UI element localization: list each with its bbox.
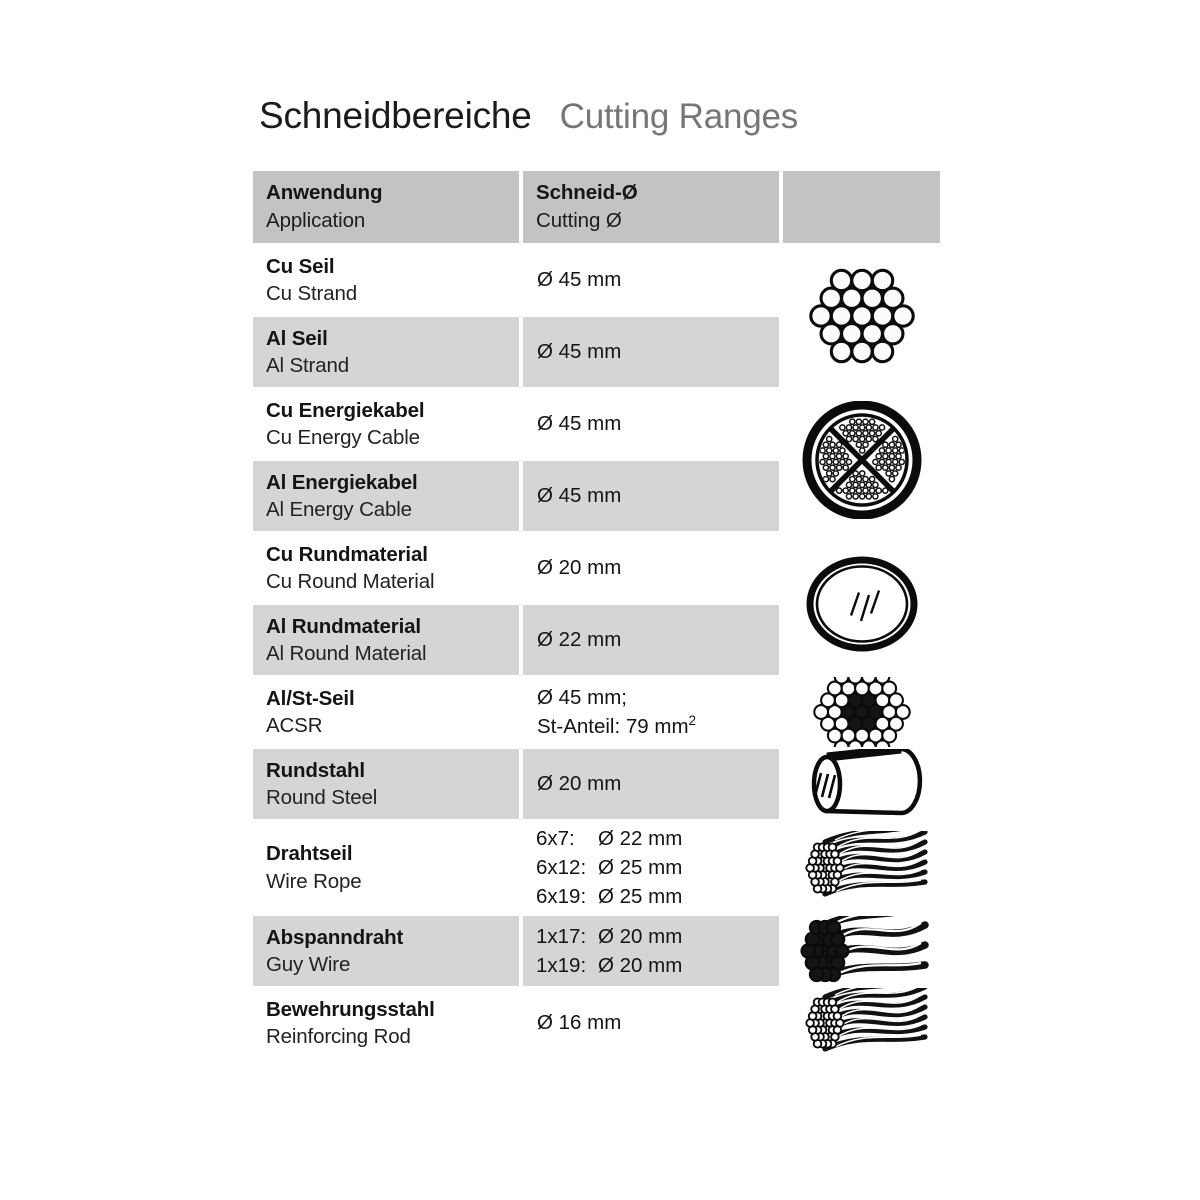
application-label-de: Al Seil	[266, 326, 328, 350]
cutting-diameter-measure: Ø 22 mm	[598, 826, 683, 850]
cutting-diameter-value	[536, 265, 771, 294]
application-label-en: Al Round Material	[266, 642, 427, 665]
cutting-diameter-measure: Ø 45 mm	[537, 340, 622, 364]
cutting-diameter-value	[536, 337, 771, 366]
cell-cutting-diameter	[523, 605, 779, 675]
application-label-en: Round Steel	[266, 786, 378, 809]
application-label-en: Reinforcing Rod	[266, 1025, 411, 1048]
cutting-diameter-value	[536, 824, 771, 853]
application-label-de: Abspanndraht	[266, 925, 404, 949]
cutting-diameter-measure: St-Anteil: 79 $mm^2$	[537, 713, 697, 738]
application-label-de: Al/St-Seil	[266, 686, 355, 710]
application-label-en: Al Energy Cable	[266, 498, 412, 521]
application-label-en: Wire Rope	[266, 869, 362, 893]
cell-application	[253, 749, 519, 819]
cell-cutting-diameter	[523, 461, 779, 531]
application-label-en: Cu Strand	[266, 282, 357, 305]
cell-illustration	[783, 533, 940, 675]
wire-rope-6x19-icon	[795, 831, 929, 905]
cell-illustration	[783, 749, 940, 819]
page-title	[259, 95, 798, 137]
cutting-diameter-construction: 1x19:	[536, 954, 587, 977]
application-label-de: Al Energiekabel	[266, 470, 418, 494]
cutting-diameter-measure: Ø 22 mm	[537, 628, 622, 652]
cell-application	[253, 821, 519, 914]
application-label-de: Al Rundmaterial	[266, 614, 421, 638]
cell-illustration	[783, 389, 940, 531]
application-label-en: Guy Wire	[266, 953, 351, 976]
cell-application	[253, 461, 519, 531]
application-label-en: ACSR	[266, 714, 323, 737]
cutting-diameter-measure: Ø 20 mm	[598, 924, 683, 948]
cutting-diameter-value	[536, 853, 771, 882]
header-cutting-en: Cutting Ø	[536, 209, 622, 232]
cell-cutting-diameter	[523, 389, 779, 459]
acsr-steel-core-strand-icon	[803, 677, 921, 747]
cutting-diameter-measure: Ø 25 mm	[598, 855, 683, 879]
cutting-diameter-value	[536, 951, 771, 980]
application-label-en: Cu Energy Cable	[266, 426, 420, 449]
application-label-de: Cu Seil	[266, 254, 335, 278]
cell-application	[253, 605, 519, 675]
cell-application	[253, 533, 519, 603]
cell-illustration	[783, 821, 940, 914]
cell-cutting-diameter	[523, 317, 779, 387]
cutting-diameter-construction: 6x12:	[536, 855, 587, 879]
guy-wire-1x19-icon	[795, 916, 929, 986]
cutting-diameter-value	[536, 712, 771, 741]
header-application-de: Anwendung	[266, 181, 383, 205]
sector-energy-cable-icon	[800, 401, 924, 519]
cell-cutting-diameter	[523, 533, 779, 603]
cutting-diameter-measure: Ø 25 mm	[598, 885, 683, 909]
application-label-en: Al Strand	[266, 354, 349, 377]
cell-illustration	[783, 988, 940, 1058]
cell-application	[253, 677, 519, 747]
cutting-diameter-construction: 6x7:	[536, 826, 575, 850]
cutting-ranges-table	[253, 171, 940, 1058]
cell-illustration	[783, 916, 940, 986]
cutting-diameter-value	[536, 409, 771, 438]
cell-cutting-diameter	[523, 245, 779, 315]
cutting-diameter-construction: 6x19:	[536, 885, 587, 909]
cell-illustration	[783, 677, 940, 747]
cutting-diameter-measure: Ø 20 mm	[537, 772, 622, 796]
cell-application	[253, 389, 519, 459]
cutting-diameter-measure: Ø 20 mm	[537, 556, 622, 580]
cutting-diameter-measure: Ø 45 mm;	[537, 685, 627, 709]
cutting-diameter-construction: 1x17:	[536, 924, 587, 948]
cutting-diameter-measure: Ø 45 mm	[537, 268, 622, 292]
cell-cutting-diameter	[523, 916, 779, 986]
application-label-de: Drahtseil	[266, 842, 353, 866]
cutting-diameter-value	[536, 922, 771, 951]
cell-application	[253, 245, 519, 315]
cell-cutting-diameter	[523, 749, 779, 819]
table-header-row	[253, 171, 940, 243]
cutting-diameter-value	[536, 769, 771, 798]
header-cell-illustration	[783, 171, 940, 243]
cutting-diameter-value	[536, 1008, 771, 1037]
cutting-diameter-measure: Ø 16 mm	[537, 1011, 622, 1035]
header-application-en: Application	[266, 209, 366, 232]
header-cutting-de: Schneid-Ø	[536, 181, 638, 205]
cutting-diameter-measure: Ø 45 mm	[537, 412, 622, 436]
cell-cutting-diameter	[523, 821, 779, 914]
cell-illustration	[783, 245, 940, 387]
application-label-de: Rundstahl	[266, 758, 365, 782]
cell-cutting-diameter	[523, 988, 779, 1058]
page-title-en: Cutting Ranges	[559, 97, 799, 136]
application-label-de: Cu Energiekabel	[266, 398, 425, 422]
cell-cutting-diameter	[523, 677, 779, 747]
cutting-diameter-measure: Ø 45 mm	[537, 484, 622, 508]
round-steel-cylinder-icon	[797, 749, 927, 819]
solid-round-bar-section-icon	[800, 554, 924, 654]
application-label-en: Cu Round Material	[266, 570, 435, 593]
page-title-de: Schneidbereiche	[259, 95, 532, 136]
cell-application	[253, 916, 519, 986]
application-label-de: Cu Rundmaterial	[266, 542, 428, 566]
application-label-de: Bewehrungsstahl	[266, 997, 435, 1021]
cutting-diameter-value	[536, 882, 771, 911]
reinforcing-rod-rope-icon	[795, 988, 929, 1058]
cutting-diameter-value	[536, 683, 771, 712]
cutting-diameter-value	[536, 625, 771, 654]
cutting-diameter-value	[536, 553, 771, 582]
header-cell-application	[253, 171, 519, 243]
cell-application	[253, 317, 519, 387]
stranded-conductor-19-wire-icon	[802, 261, 922, 371]
cutting-diameter-measure: Ø 20 mm	[598, 954, 683, 977]
cell-application	[253, 988, 519, 1058]
header-cell-cutting-diameter	[523, 171, 779, 243]
superscript-two: 2	[688, 713, 697, 729]
cutting-diameter-value	[536, 481, 771, 510]
